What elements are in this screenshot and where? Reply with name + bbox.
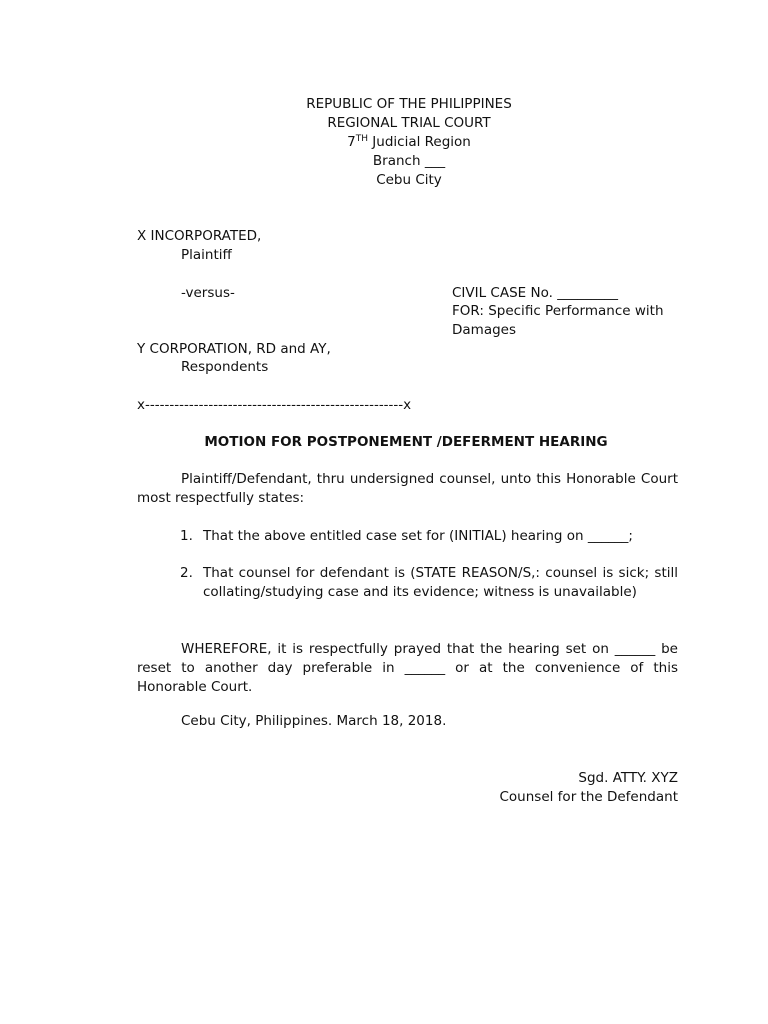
versus-label: -versus- (181, 285, 235, 301)
caption-separator: x-----------------------------------------------------x (137, 397, 412, 413)
case-for-line1: FOR: Specific Performance with (452, 303, 664, 319)
respondent-role: Respondents (181, 359, 269, 375)
item-1-text: That the above entitled case set for (INITIAL) hearing on ______; (203, 528, 633, 544)
civil-case-number: CIVIL CASE No. _________ (452, 285, 618, 301)
item-1-number: 1. (180, 528, 193, 544)
region-superscript: TH (355, 134, 368, 144)
header-court: REGIONAL TRIAL COURT (327, 115, 491, 131)
plaintiff-name: X INCORPORATED, (137, 228, 262, 244)
respondent-name: Y CORPORATION, RD and AY, (137, 341, 331, 357)
item-2-text: That counsel for defendant is (STATE REASON/S,: counsel is sick; still collating/studying case and its evidence; witness is unavailable) (203, 565, 678, 600)
motion-title: MOTION FOR POSTPONEMENT /DEFERMENT HEARING (204, 434, 608, 450)
header-city: Cebu City (376, 172, 442, 188)
signature-title: Counsel for the Defendant (499, 789, 678, 805)
header-region (0, 133, 768, 152)
region-text: Judicial Region (368, 134, 471, 150)
signature-name: Sgd. ATTY. XYZ (578, 770, 678, 786)
place-date: Cebu City, Philippines. March 18, 2018. (181, 713, 447, 729)
intro-paragraph: Plaintiff/Defendant, thru undersigned counsel, unto this Honorable Court most respectfully states: (137, 471, 678, 506)
header-branch: Branch ___ (372, 153, 446, 169)
region-number: 7 (347, 134, 356, 150)
plaintiff-role: Plaintiff (181, 247, 232, 263)
prayer-paragraph: WHEREFORE, it is respectfully prayed that the hearing set on ______ be reset to another day preferable in ______ or at the convenience of this Honorable Court. (137, 641, 678, 695)
case-for-line2: Damages (452, 322, 516, 338)
item-2-number: 2. (180, 565, 193, 581)
header-republic: REPUBLIC OF THE PHILIPPINES (306, 96, 512, 112)
